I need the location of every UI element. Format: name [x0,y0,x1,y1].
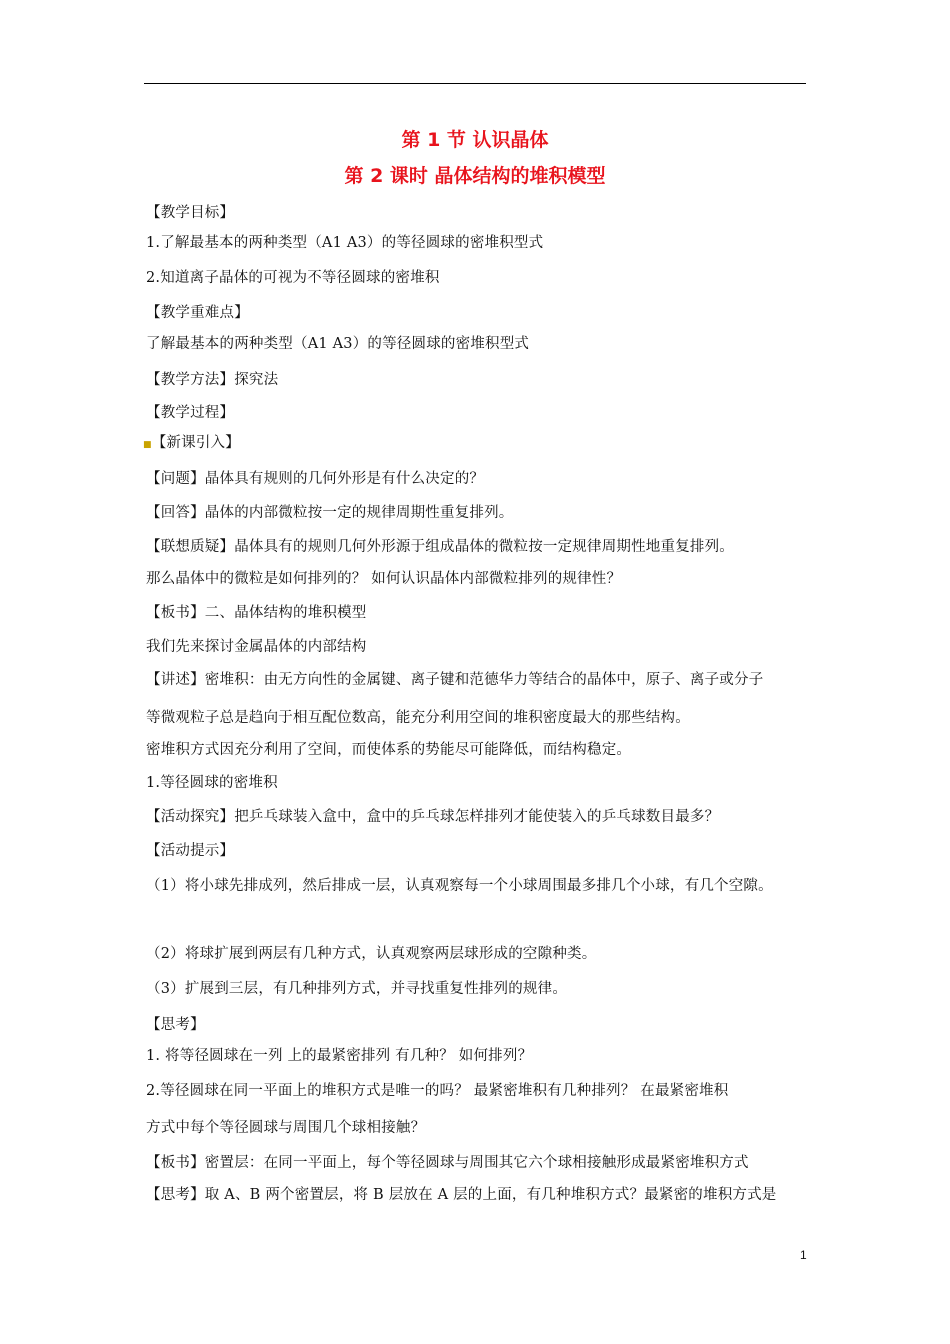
goal-2: 2.知道离子晶体的可视为不等径圆球的密堆积 [146,270,440,286]
lecture-line-3: 密堆积方式因充分利用了空间，而使体系的势能尽可能降低，而结构稳定。 [146,742,632,758]
teaching-process-heading: 【教学过程】 [146,405,235,421]
think-2: 2.等径圆球在同一平面上的堆积方式是唯一的吗？ 最紧密堆积有几种排列？ 在最紧密堆积 [146,1083,729,1099]
association-line: 【联想质疑】晶体具有的规则几何外形源于组成晶体的微粒按一定规律周期性地重复排列。 [146,539,734,555]
goal-1: 1.了解最基本的两种类型（A1 A3）的等径圆球的密堆积型式 [146,235,544,251]
section-title: 第 1 节 认识晶体 [401,129,549,151]
new-lesson-heading: ■【新课引入】 [143,435,240,451]
activity-explore: 【活动探究】把乒乓球装入盒中，盒中的乒乓球怎样排列才能使装入的乒乓球数目最多？ [146,809,720,825]
key-points-heading: 【教学重难点】 [146,305,249,321]
think-2-continued: 方式中每个等径圆球与周围几个球相接触？ [146,1120,426,1136]
think-1: 1. 将等径圆球在一列 上的最紧密排列 有几种？ 如何排列？ [146,1048,533,1064]
key-points-text: 了解最基本的两种类型（A1 A3）的等径圆球的密堆积型式 [146,336,530,352]
board-dense-layer: 【板书】密置层：在同一平面上，每个等径圆球与周围其它六个球相接触形成最紧密堆积方式 [146,1155,749,1171]
lecture-line-1: 【讲述】密堆积：由无方向性的金属键、离子键和范德华力等结合的晶体中，原子、离子或分子 [146,672,764,688]
equal-sphere-heading: 1.等径圆球的密堆积 [146,775,278,791]
activity-hint-heading: 【活动提示】 [146,843,235,859]
teaching-goals-heading: 【教学目标】 [146,205,235,221]
bullet-mark: ■ [143,440,152,450]
hint-1: （1）将小球先排成列，然后排成一层，认真观察每一个小球周围最多排几个小球，有几个空隙。 [146,878,773,894]
metal-crystal-line: 我们先来探讨金属晶体的内部结构 [146,639,367,655]
answer-line: 【回答】晶体的内部微粒按一定的规律周期性重复排列。 [146,505,514,521]
page-number: 1 [800,1248,807,1262]
lesson-title: 第 2 课时 晶体结构的堆积模型 [344,165,606,187]
hint-2: （2）将球扩展到两层有几种方式，认真观察两层球形成的空隙种类。 [146,946,597,962]
board-heading-1: 【板书】二、晶体结构的堆积模型 [146,605,367,621]
lecture-line-2: 等微观粒子总是趋向于相互配位数高，能充分利用空间的堆积密度最大的那些结构。 [146,710,690,726]
hint-3: （3）扩展到三层，有几种排列方式，并寻找重复性排列的规律。 [146,981,568,997]
header-rule [144,83,806,84]
think-heading: 【思考】 [146,1017,205,1033]
question-line: 【问题】晶体具有规则的几何外形是有什么决定的？ [146,471,485,487]
association-followup: 那么晶体中的微粒是如何排列的？ 如何认识晶体内部微粒排列的规律性？ [146,571,622,587]
teaching-method: 【教学方法】探究法 [146,372,279,388]
think-stacking: 【思考】取 A、B 两个密置层，将 B 层放在 A 层的上面，有几种堆积方式？最紧密的堆积方式是 [146,1187,777,1203]
